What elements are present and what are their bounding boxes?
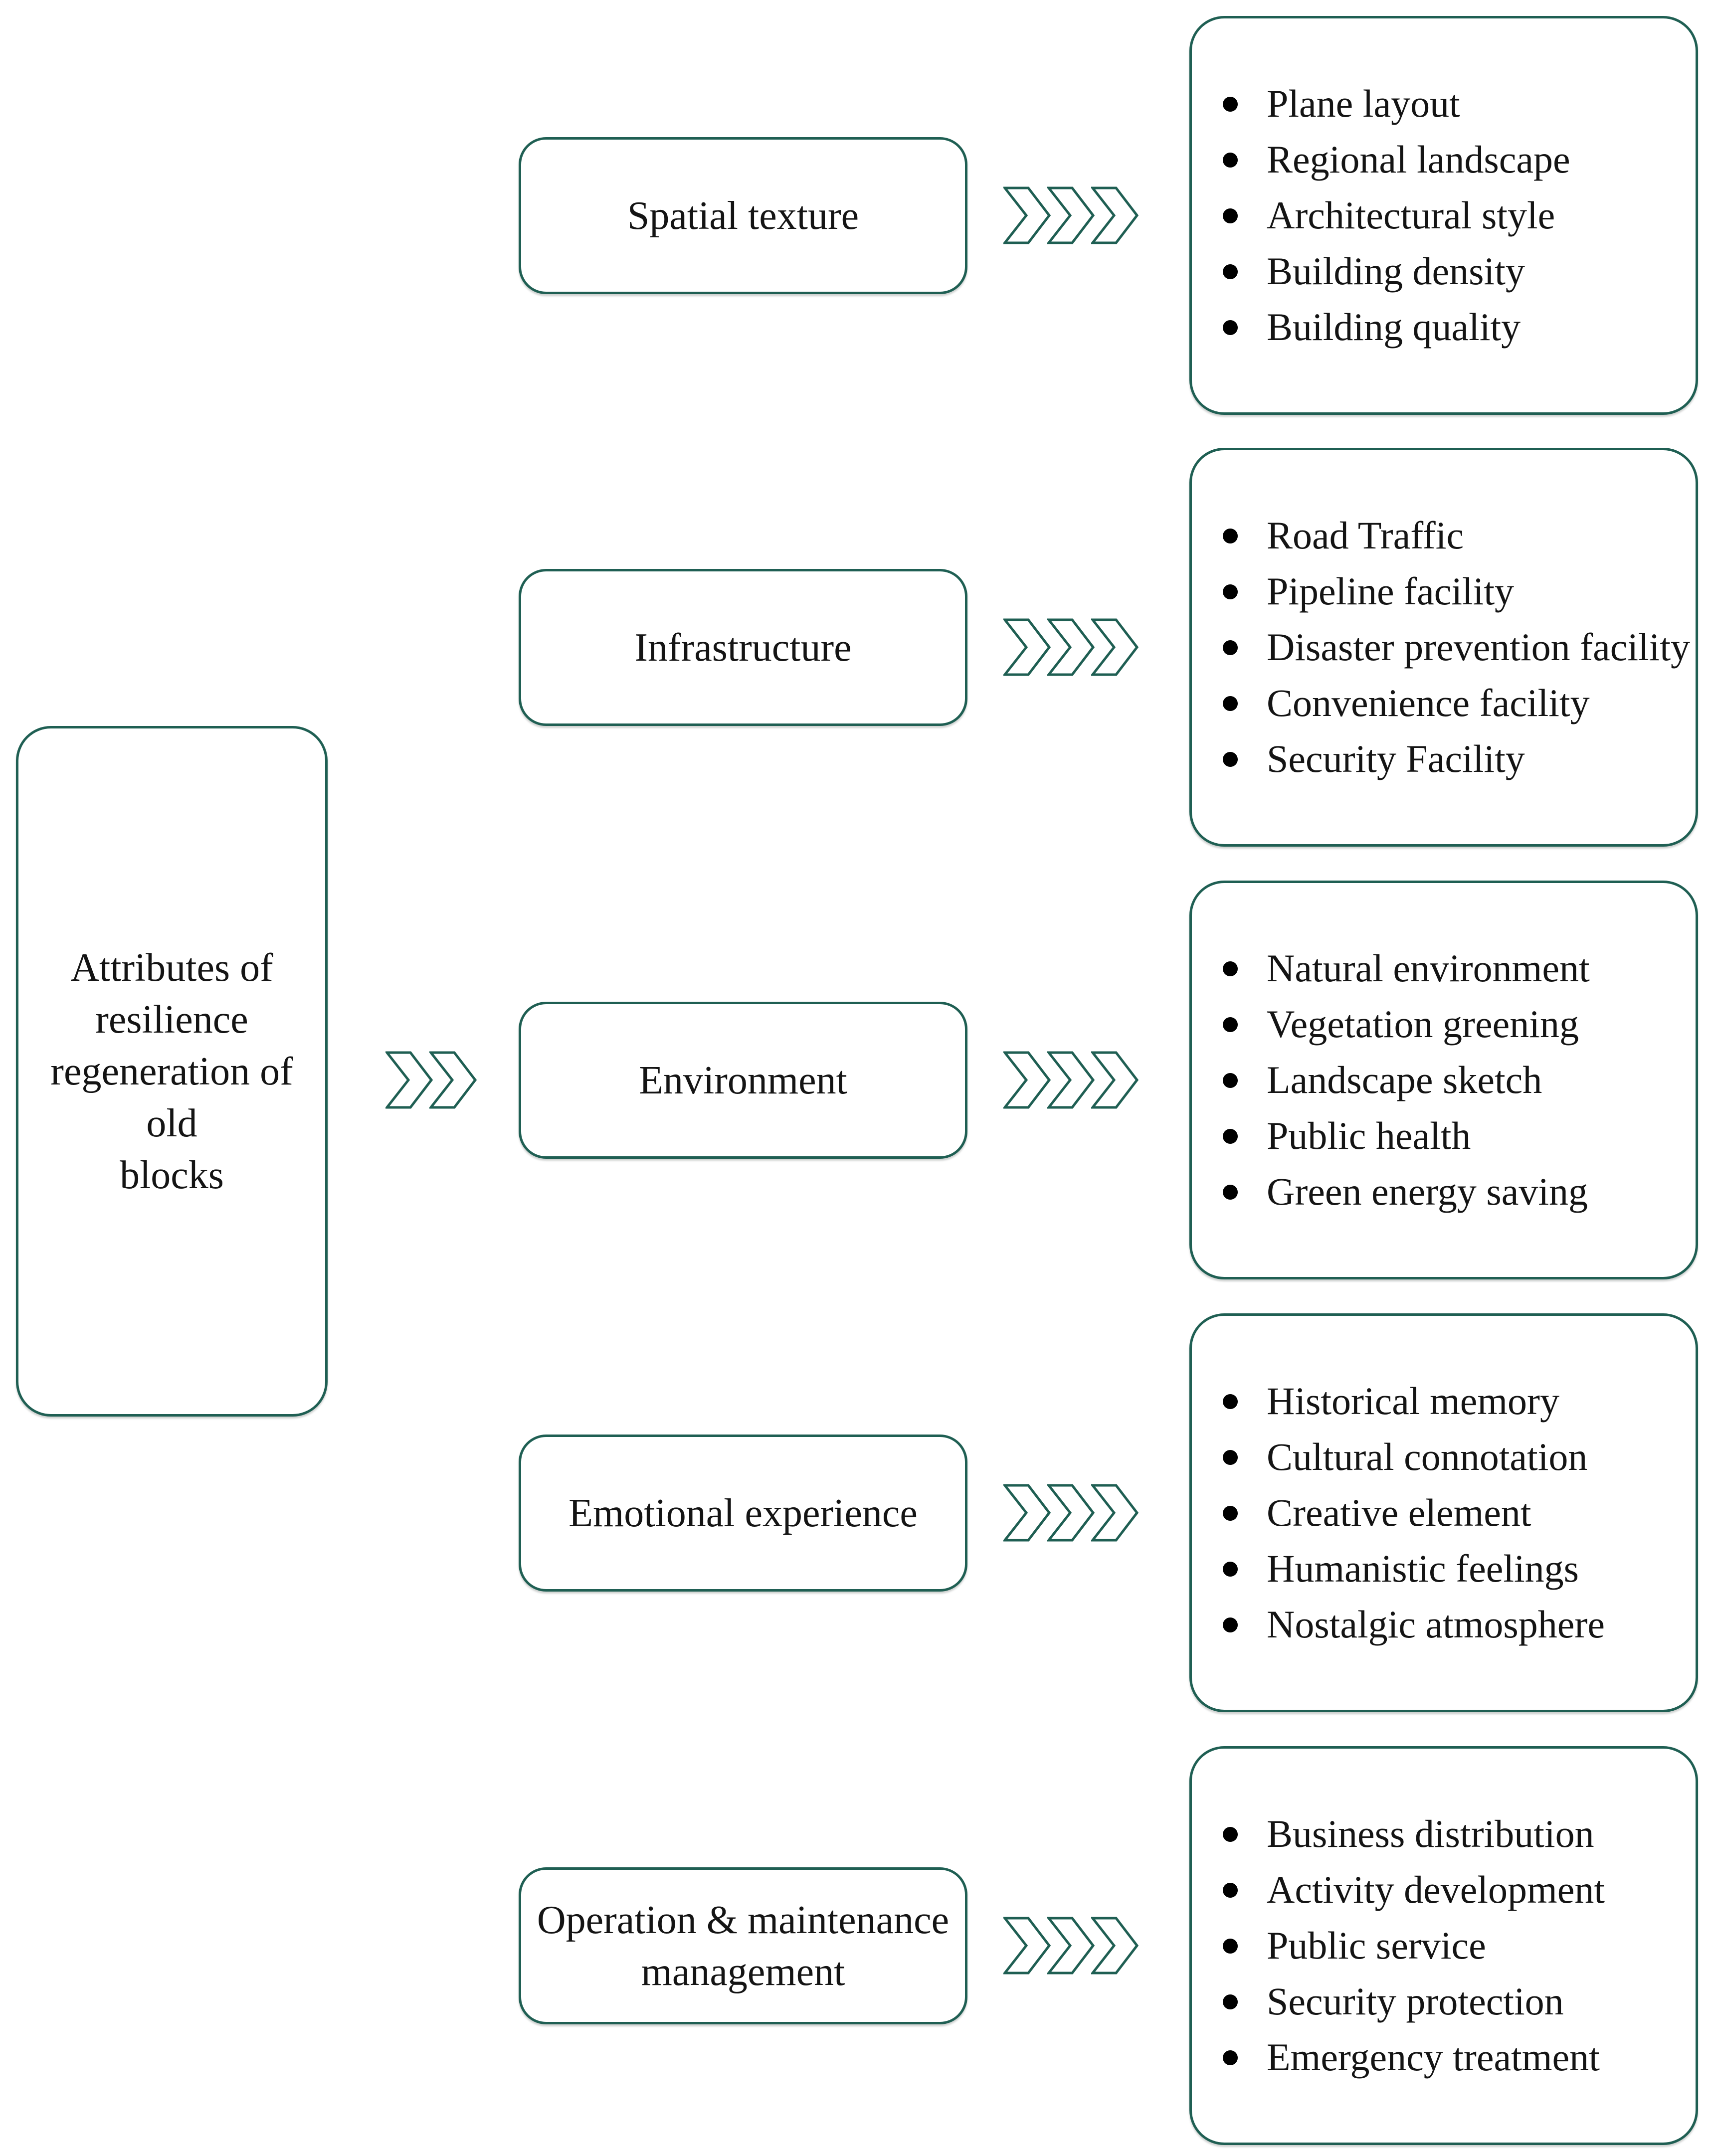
row-arrow: [1003, 1051, 1139, 1109]
items-list: [1192, 1373, 1696, 1652]
chevron-icon: [429, 1051, 477, 1109]
bullet-item: Landscape sketch: [1192, 1052, 1688, 1108]
bullet-item: Creative element: [1192, 1485, 1688, 1541]
items-list: [1192, 508, 1696, 787]
items-box-infrastructure: [1189, 448, 1698, 847]
category-box-environment: [519, 1002, 967, 1159]
bullet-item: Historical memory: [1192, 1373, 1688, 1429]
root-box: [16, 726, 328, 1417]
bullet-item: Convenience facility: [1192, 675, 1688, 731]
bullet-item: Public health: [1192, 1108, 1688, 1164]
bullet-item: Humanistic feelings: [1192, 1541, 1688, 1597]
root-arrow: [385, 1051, 477, 1109]
root-box-label-line: resilience: [95, 997, 248, 1042]
bullet-item: Plane layout: [1192, 76, 1688, 132]
bullet-item: Emergency treatment: [1192, 2029, 1688, 2085]
chevron-icon: [1047, 618, 1095, 676]
chevron-icon: [1047, 1917, 1095, 1975]
items-box-operation-maintenance: [1189, 1746, 1698, 2145]
chevron-icon: [385, 1051, 433, 1109]
items-list: [1192, 940, 1696, 1220]
items-box-environment: [1189, 881, 1698, 1279]
bullet-item: Public service: [1192, 1918, 1688, 1974]
bullet-item: Disaster prevention facility: [1192, 619, 1688, 675]
category-box-spatial-texture: [519, 137, 967, 294]
bullet-item: Building density: [1192, 243, 1688, 299]
bullet-item: Building quality: [1192, 299, 1688, 355]
category-box-operation-maintenance: [519, 1867, 967, 2024]
bullet-item: Security protection: [1192, 1974, 1688, 2029]
category-label-line: management: [641, 1950, 845, 1994]
bullet-item: Regional landscape: [1192, 132, 1688, 187]
row-arrow: [1003, 1484, 1139, 1542]
chevron-icon: [1047, 1484, 1095, 1542]
bullet-item: Activity development: [1192, 1862, 1688, 1918]
chevron-icon: [1003, 618, 1051, 676]
row-arrow: [1003, 1917, 1139, 1975]
chevron-icon: [1091, 1484, 1139, 1542]
bullet-item: Security Facility: [1192, 731, 1688, 787]
bullet-item: Road Traffic: [1192, 508, 1688, 563]
chevron-icon: [1091, 1051, 1139, 1109]
chevron-icon: [1003, 1484, 1051, 1542]
bullet-item: Architectural style: [1192, 187, 1688, 243]
root-box-label: [18, 942, 325, 1201]
root-box-label-line: blocks: [120, 1153, 224, 1197]
chevron-icon: [1003, 186, 1051, 244]
bullet-item: Pipeline facility: [1192, 563, 1688, 619]
category-label-line: Environment: [639, 1058, 847, 1102]
bullet-item: Business distribution: [1192, 1806, 1688, 1862]
chevron-icon: [1047, 1051, 1095, 1109]
chevron-icon: [1091, 186, 1139, 244]
chevron-icon: [1003, 1051, 1051, 1109]
category-label: [564, 1487, 923, 1539]
chevron-icon: [1091, 618, 1139, 676]
bullet-item: Nostalgic atmosphere: [1192, 1597, 1688, 1652]
category-box-emotional-experience: [519, 1435, 967, 1592]
items-list: [1192, 76, 1696, 355]
items-box-spatial-texture: [1189, 16, 1698, 415]
category-label-line: Operation & maintenance: [537, 1898, 950, 1942]
category-label: [622, 190, 864, 242]
row-arrow: [1003, 186, 1139, 244]
category-label: [532, 1894, 954, 1998]
chevron-icon: [1091, 1917, 1139, 1975]
category-label-line: Infrastructure: [634, 625, 852, 670]
category-label-line: Spatial texture: [627, 193, 859, 238]
chevron-icon: [1047, 186, 1095, 244]
items-box-emotional-experience: [1189, 1313, 1698, 1712]
bullet-item: Natural environment: [1192, 940, 1688, 996]
items-list: [1192, 1806, 1696, 2085]
category-label: [634, 1055, 852, 1106]
row-arrow: [1003, 618, 1139, 676]
bullet-item: Green energy saving: [1192, 1164, 1688, 1220]
category-label: [629, 622, 856, 674]
category-label-line: Emotional experience: [569, 1491, 918, 1535]
chevron-icon: [1003, 1917, 1051, 1975]
root-box-label-line: regeneration of old: [50, 1049, 293, 1145]
bullet-item: Vegetation greening: [1192, 996, 1688, 1052]
root-box-label-line: Attributes of: [70, 945, 273, 990]
bullet-item: Cultural connotation: [1192, 1429, 1688, 1485]
category-box-infrastructure: [519, 569, 967, 726]
